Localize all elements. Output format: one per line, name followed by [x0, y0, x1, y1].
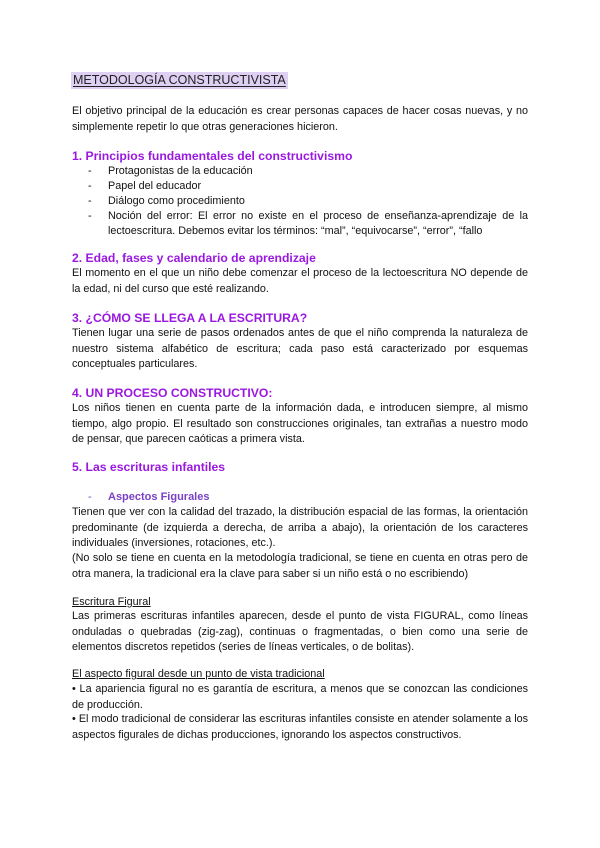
list-item-text: Diálogo como procedimiento: [108, 195, 245, 207]
section5-heading: 5. Las escrituras infantiles: [72, 460, 226, 474]
dash-bullet: -: [88, 491, 92, 503]
list-item-text: Protagonistas de la educación: [108, 165, 253, 177]
list-item: [88, 209, 528, 239]
section1-list: [88, 164, 528, 239]
section3-paragraph: Tienen lugar una serie de pasos ordenados antes de que el niño comprenda la naturaleza de nuestro sistema alfabético de escritura; cada paso está caracterizado por esquemas conceptuales particulares.: [72, 327, 528, 370]
dash-bullet: -: [88, 210, 92, 222]
section2-heading: 2. Edad, fases y calendario de aprendizaje: [72, 251, 316, 265]
subheading-text: Aspectos Figurales: [108, 491, 210, 503]
figurales-note-paragraph: (No solo se tiene en cuenta en la metodología tradicional, se tiene en cuenta en otras pero de otra manera, la tradicional era la clave para saber si un niño está o no escribiendo): [72, 552, 528, 580]
traditional-bullet-1: • La apariencia figural no es garantía de escritura, a menos que se conozcan las condiciones de producción.: [72, 683, 528, 711]
section1-heading: 1. Principios fundamentales del constructivismo: [72, 149, 353, 163]
dash-bullet: -: [88, 165, 92, 177]
dash-bullet: -: [88, 195, 92, 207]
traditional-bullet-2: • El modo tradicional de considerar las escrituras infantiles consiste en atender solamente a los aspectos figurales de dichas producciones, ignorando los aspectos constructivos.: [72, 713, 528, 741]
escritura-figural-title: Escritura Figural: [72, 596, 151, 608]
document-title: METODOLOGÍA CONSTRUCTIVISTA: [73, 73, 286, 87]
section2-paragraph: El momento en el que un niño debe comenzar el proceso de la lectoescritura NO depende de la edad, ni del curso que esté realizando.: [72, 267, 528, 295]
escritura-figural-paragraph: Las primeras escrituras infantiles aparecen, desde el punto de vista FIGURAL, como líneas onduladas o quebradas (zig-zag), continuas o fragmentadas, o bien como una serie de elementos discretos repetidos (series de líneas verticales, o de bolitas).: [72, 610, 528, 653]
traditional-aspect-title: El aspecto figural desde un punto de vista tradicional: [72, 668, 325, 680]
list-item-text: Papel del educador: [108, 180, 202, 192]
intro-paragraph: El objetivo principal de la educación es crear personas capaces de hacer cosas nuevas, y no simplemente repetir lo que otras generaciones hicieron.: [72, 105, 528, 133]
list-item: [88, 194, 528, 209]
list-item: [88, 164, 528, 179]
section4-heading: 4. UN PROCESO CONSTRUCTIVO:: [72, 386, 273, 400]
list-item: [88, 179, 528, 194]
section3-heading: 3. ¿CÓMO SE LLEGA A LA ESCRITURA?: [72, 311, 308, 325]
list-item-text: Noción del error: El error no existe en el proceso de enseñanza-aprendizaje de la lectoescritura. Debemos evitar los términos: “mal”, “equivocarse”, “error”, “fallo: [108, 210, 528, 237]
aspectos-figurales-subheading: [88, 491, 209, 503]
dash-bullet: -: [88, 180, 92, 192]
section4-paragraph: Los niños tienen en cuenta parte de la información dada, e introducen siempre, al mismo tiempo, algo propio. El resultado son construcciones originales, tan extrañas a nuestro modo de pensar, que parecen caóticas a primera vista.: [72, 402, 528, 445]
figurales-paragraph: Tienen que ver con la calidad del trazado, la distribución espacial de las formas, la orientación predominante (de izquierda a derecha, de arriba a abajo), la orientación de los caracteres individuales (inversiones, rotaciones, etc.).: [72, 506, 528, 549]
